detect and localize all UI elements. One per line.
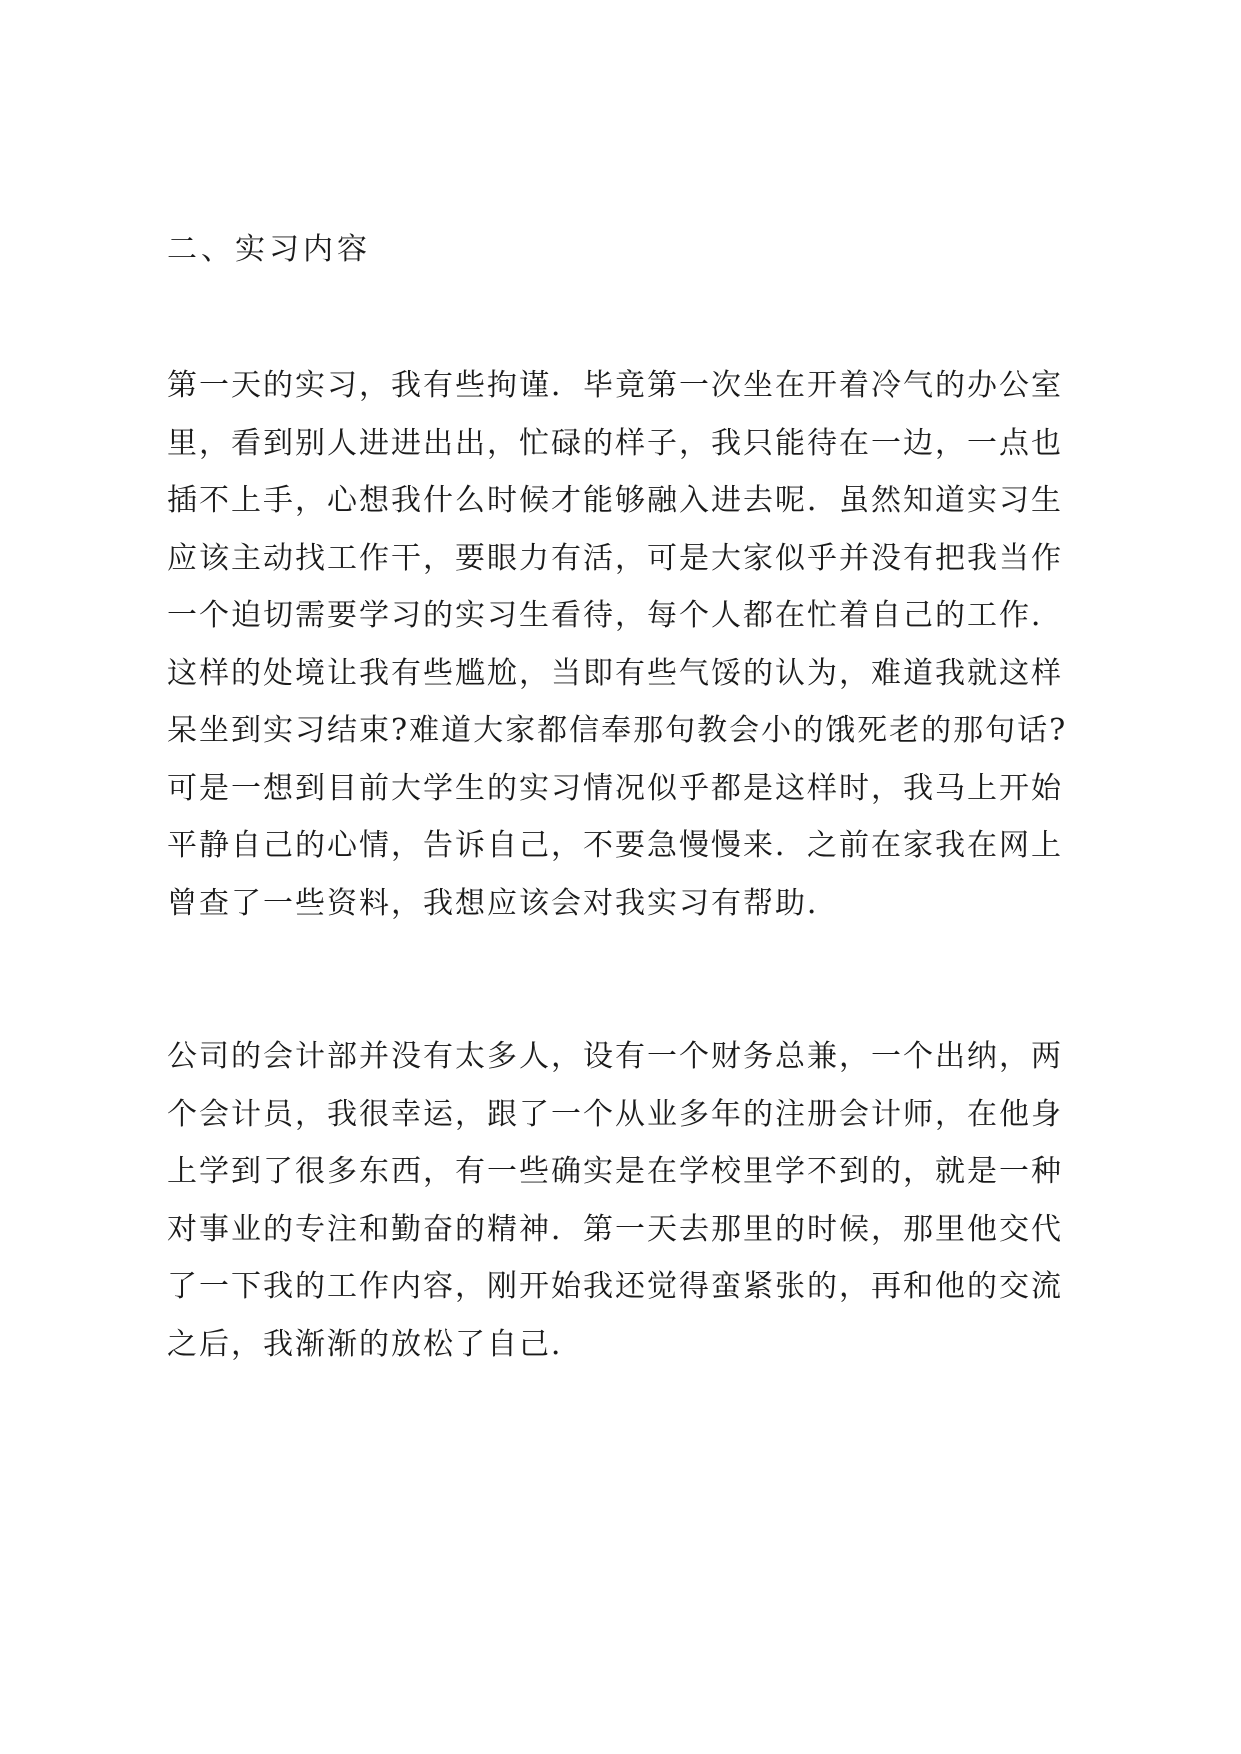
- paragraph-line: 插不上手，心想我什么时候才能够融入进去呢．虽然知道实习生: [167, 483, 1063, 518]
- paragraph-line: 第一天的实习，我有些拘谨．毕竟第一次坐在开着冷气的办公室: [167, 368, 1063, 403]
- paragraph-accounting-dept: [167, 1028, 1063, 1373]
- paragraph-line: 呆坐到实习结束?难道大家都信奉那句教会小的饿死老的那句话?: [167, 713, 1068, 748]
- paragraph-line: 这样的处境让我有些尴尬，当即有些气馁的认为，难道我就这样: [167, 655, 1063, 691]
- paragraph-first-day: [167, 357, 1067, 932]
- paragraph-line: 公司的会计部并没有太多人，设有一个财务总兼，一个出纳，两: [167, 1039, 1063, 1074]
- paragraph-line: 之后，我渐渐的放松了自己．: [167, 1326, 583, 1362]
- paragraph-line: 对事业的专注和勤奋的精神．第一天去那里的时候，那里他交代: [167, 1211, 1063, 1247]
- paragraph-line: 应该主动找工作干，要眼力有活，可是大家似乎并没有把我当作: [167, 540, 1063, 576]
- paragraph-line: 个会计员，我很幸运，跟了一个从业多年的注册会计师，在他身: [167, 1096, 1063, 1132]
- paragraph-line: 了一下我的工作内容，刚开始我还觉得蛮紧张的，再和他的交流: [167, 1269, 1063, 1304]
- paragraph-line: 一个迫切需要学习的实习生看待，每个人都在忙着自己的工作．: [167, 598, 1063, 633]
- paragraph-line: 里，看到别人进进出出，忙碌的样子，我只能待在一边，一点也: [167, 425, 1063, 461]
- paragraph-line: 曾查了一些资料，我想应该会对我实习有帮助．: [167, 885, 839, 921]
- paragraph-line: 上学到了很多东西，有一些确实是在学校里学不到的，就是一种: [167, 1154, 1063, 1189]
- section-heading: 二、实习内容: [167, 232, 371, 267]
- paragraph-line: 平静自己的心情，告诉自己，不要急慢慢来．之前在家我在网上: [167, 828, 1063, 863]
- paragraph-line: 可是一想到目前大学生的实习情况似乎都是这样时，我马上开始: [167, 770, 1063, 806]
